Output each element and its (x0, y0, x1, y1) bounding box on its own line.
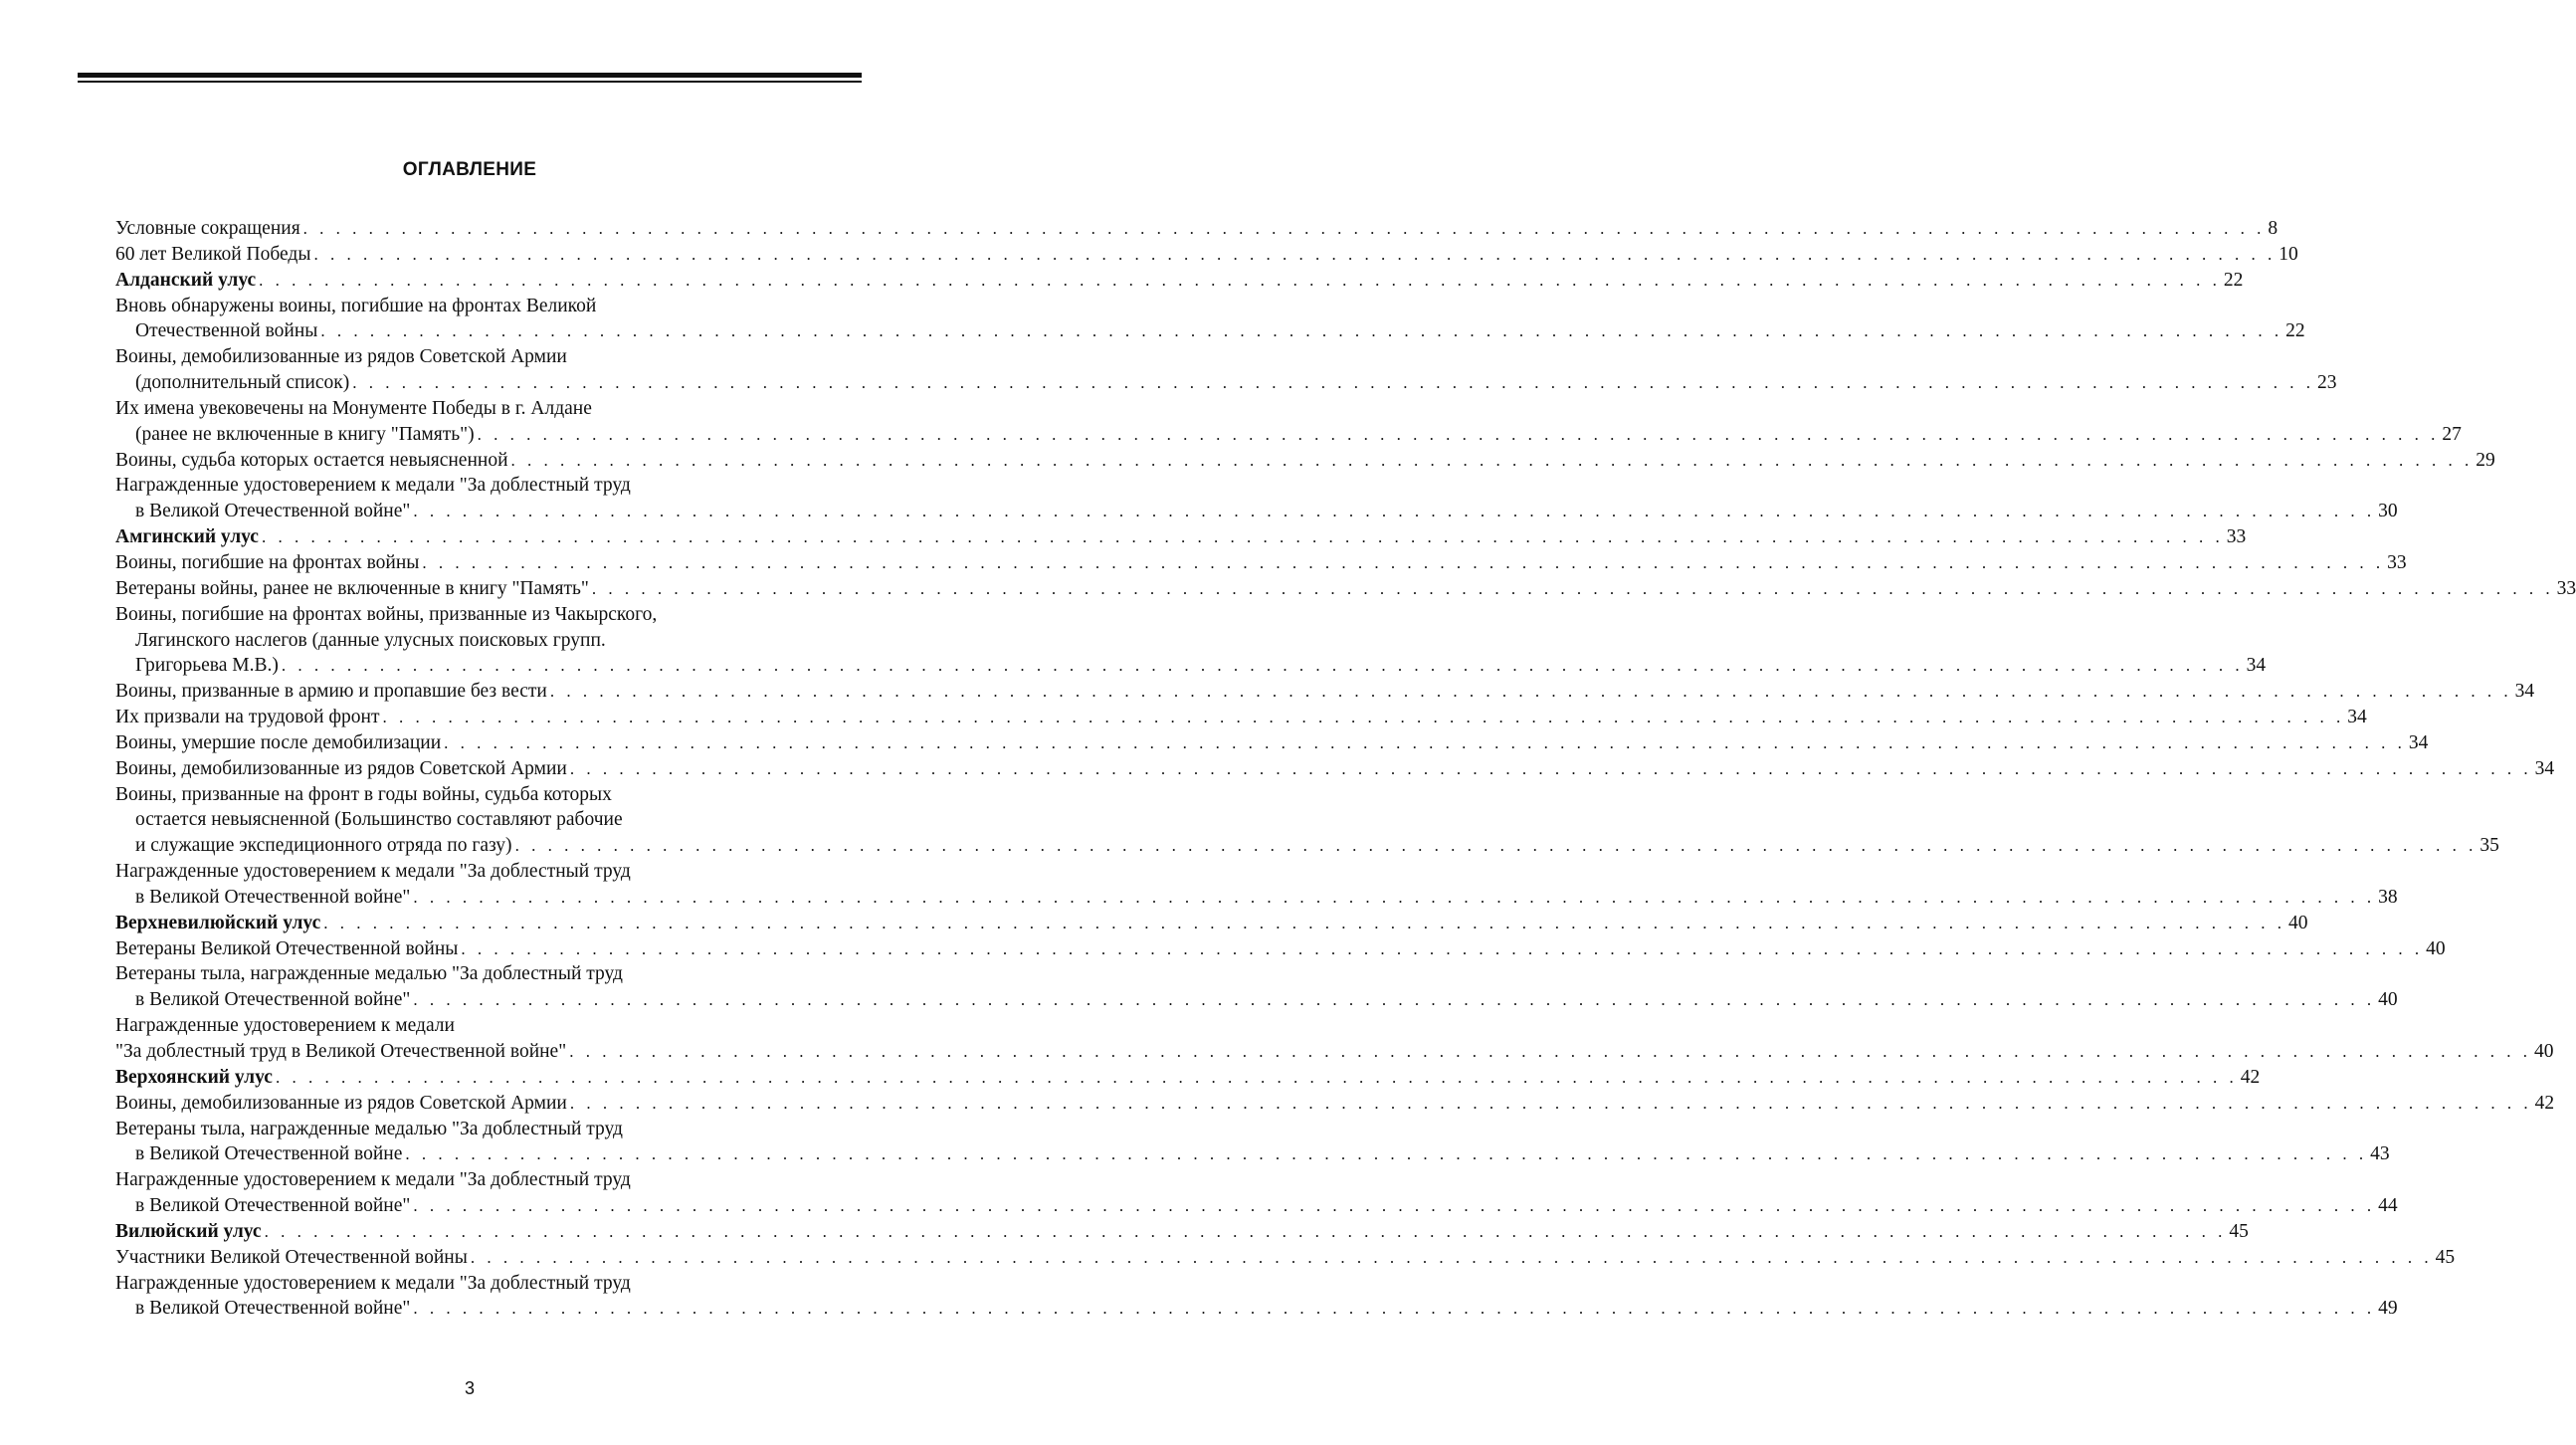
toc-entry-line (115, 524, 2247, 550)
toc-entry-text: Воины, демобилизованные из рядов Советской Армии (115, 757, 567, 779)
toc-entry-line (115, 602, 816, 628)
toc-page-number: 44 (2378, 1195, 2398, 1217)
toc-page-number: 34 (2347, 707, 2367, 728)
dot-leader: . . . . . . . . . . . . . . . . . . . . . . . . . . . . . . . . . . . . . . . . . . . . . . . . . . . . . . . . . . . . . . . . . . . . . . . . . . . . . . . . . . . . . . . . . . . . . . . . . . . . . . . . . . . . . . . . . . . . . . . . (510, 450, 2474, 470)
toc-entry-line (115, 653, 2267, 679)
toc-entry-text: Воины, призванные в армию и пропавшие без вести (115, 681, 547, 703)
toc-entry-line (115, 473, 816, 499)
toc-entry-text: Ветераны тыла, награжденные медалью "За доблестный труд (115, 963, 623, 985)
toc-page-number: 38 (2378, 886, 2398, 908)
toc-entry-line (115, 499, 2398, 524)
toc-entry-text: Воины, погибшие на фронтах войны (115, 551, 420, 573)
toc-entry-line (115, 422, 2462, 448)
dot-leader: . . . . . . . . . . . . . . . . . . . . . . . . . . . . . . . . . . . . . . . . . . . . . . . . . . . . . . . . . . . . . . . . . . . . . . . . . . . . . . . . . . . . . . . . . . . . . . . . . . . . . . . . . . . . . . . . . . . . . . . . (422, 552, 2385, 572)
toc-page-number: 40 (2288, 912, 2308, 933)
dot-leader: . . . . . . . . . . . . . . . . . . . . . . . . . . . . . . . . . . . . . . . . . . . . . . . . . . . . . . . . . . . . . . . . . . . . . . . . . . . . . . . . . . . . . . . . . . . . . . . . . . . . . . . . . . . . . . . . . . . . . . . . (514, 836, 2477, 856)
toc-page-number: 30 (2378, 501, 2398, 522)
toc-entry-line (115, 1117, 816, 1142)
toc-entry-line (115, 833, 2499, 859)
toc-entry-line (115, 1091, 2555, 1117)
toc-page-number: 33 (2226, 526, 2247, 548)
dot-leader: . . . . . . . . . . . . . . . . . . . . . . . . . . . . . . . . . . . . . . . . . . . . . . . . . . . . . . . . . . . . . . . . . . . . . . . . . . . . . . . . . . . . . . . . . . . . . . . . . . . . . . . . . . . . . . . . . . . . . . . . (444, 732, 2406, 752)
toc-entry-line (115, 1219, 2249, 1245)
toc-entry-text: в Великой Отечественной войне" (135, 501, 411, 522)
toc-entry-text: в Великой Отечественной войне" (135, 1298, 411, 1320)
toc-entry-line (115, 370, 2337, 396)
toc-entry-text: Их призвали на трудовой фронт (115, 707, 380, 728)
dot-leader: . . . . . . . . . . . . . . . . . . . . . . . . . . . . . . . . . . . . . . . . . . . . . . . . . . . . . . . . . . . . . . . . . . . . . . . . . . . . . . . . . . . . . . . . . . . . . . . . . . . . . . . . . . . . . . . . . . . . . . . . (413, 887, 2376, 907)
header-rule-thin (78, 81, 862, 83)
toc-entry-text: Воины, умершие после демобилизации (115, 731, 442, 753)
toc-page-number: 29 (2476, 449, 2495, 471)
toc-entry-text: в Великой Отечественной войне (135, 1143, 403, 1165)
toc-page-number: 27 (2442, 423, 2462, 445)
toc-entry-line (115, 961, 816, 987)
dot-leader: . . . . . . . . . . . . . . . . . . . . . . . . . . . . . . . . . . . . . . . . . . . . . . . . . . . . . . . . . . . . . . . . . . . . . . . . . . . . . . . . . . . . . . . . . . . . . . . . . . . . . . . . . . . . . . . . . . . . . . . . (413, 1299, 2376, 1319)
dot-leader: . . . . . . . . . . . . . . . . . . . . . . . . . . . . . . . . . . . . . . . . . . . . . . . . . . . . . . . . . . . . . . . . . . . . . . . . . . . . . . . . . . . . . . . . . . . . . . . . . . . . . . . . . . . . . . . . . . . . . . . . (405, 1144, 2368, 1164)
toc-page-number: 40 (2426, 937, 2446, 959)
toc-page-number: 34 (2408, 731, 2429, 753)
toc-entry-line (115, 1141, 2390, 1167)
dot-leader: . . . . . . . . . . . . . . . . . . . . . . . . . . . . . . . . . . . . . . . . . . . . . . . . . . . . . . . . . . . . . . . . . . . . . . . . . . . . . . . . . . . . . . . . . . . . . . . . . . . . . . . . . . . . . . . . . . . . . . . . (352, 373, 2314, 393)
toc-section-title: Алданский улус (115, 269, 257, 291)
dot-leader: . . . . . . . . . . . . . . . . . . . . . . . . . . . . . . . . . . . . . . . . . . . . . . . . . . . . . . . . . . . . . . . . . . . . . . . . . . . . . . . . . . . . . . . . . . . . . . . . . . . . . . . . . . . . . . . . . . . . . . . . (382, 708, 2345, 727)
toc-entry-line (115, 679, 2535, 705)
toc-entry-line (115, 1193, 2398, 1219)
toc-page-number: 35 (2479, 835, 2499, 857)
toc-entry-text: (дополнительный список) (135, 372, 350, 394)
dot-leader: . . . . . . . . . . . . . . . . . . . . . . . . . . . . . . . . . . . . . . . . . . . . . . . . . . . . . . . . . . . . . . . . . . . . . . . . . . . . . . . . . . . . . . . . . . . . . . . . . . . . . . . . . . . . . . . . . . . . . . . . (549, 682, 2512, 702)
dot-leader: . . . . . . . . . . . . . . . . . . . . . . . . . . . . . . . . . . . . . . . . . . . . . . . . . . . . . . . . . . . . . . . . . . . . . . . . . . . . . . . . . . . . . . . . . . . . . . . . . . . . . . . . . . . . . . . . . . . . . . . . (264, 1221, 2227, 1241)
toc-page-number: 40 (2533, 1041, 2554, 1062)
toc-page-number: 8 (2268, 218, 2279, 239)
toc-entry-text: Участники Великой Отечественной войны (115, 1246, 468, 1268)
dot-leader: . . . . . . . . . . . . . . . . . . . . . . . . . . . . . . . . . . . . . . . . . . . . . . . . . . . . . . . . . . . . . . . . . . . . . . . . . . . . . . . . . . . . . . . . . . . . . . . . . . . . . . . . . . . . . . . . . . . . . . . . (569, 758, 2532, 778)
toc-entry-text: Награжденные удостоверением к медали (115, 1015, 455, 1037)
toc-entry-line (115, 1245, 2456, 1271)
toc-entry-line (115, 216, 2279, 242)
toc-page-number: 42 (2240, 1066, 2261, 1088)
toc-entry-text: 60 лет Великой Победы (115, 243, 311, 265)
toc-entry-line (115, 242, 2298, 268)
toc-entry-line (115, 987, 2398, 1013)
toc-entry-text: Ветераны Великой Отечественной войны (115, 937, 459, 959)
toc-entry-line (115, 859, 816, 885)
toc-entry-text: Вновь обнаружены воины, погибшие на фронтах Великой (115, 295, 597, 316)
dot-leader: . . . . . . . . . . . . . . . . . . . . . . . . . . . . . . . . . . . . . . . . . . . . . . . . . . . . . . . . . . . . . . . . . . . . . . . . . . . . . . . . . . . . . . . . . . . . . . . . . . . . . . . . . . . . . . . . . . . . . . . . (259, 270, 2221, 290)
dot-leader: . . . . . . . . . . . . . . . . . . . . . . . . . . . . . . . . . . . . . . . . . . . . . . . . . . . . . . . . . . . . . . . . . . . . . . . . . . . . . . . . . . . . . . . . . . . . . . . . . . . . . . . . . . . . . . . . . . . . . . . . (313, 244, 2277, 264)
dot-leader: . . . . . . . . . . . . . . . . . . . . . . . . . . . . . . . . . . . . . . . . . . . . . . . . . . . . . . . . . . . . . . . . . . . . . . . . . . . . . . . . . . . . . . . . . . . . . . . . . . . . . . . . . . . . . . . . . . . . . . . . (413, 1196, 2376, 1216)
dot-leader: . . . . . . . . . . . . . . . . . . . . . . . . . . . . . . . . . . . . . . . . . . . . . . . . . . . . . . . . . . . . . . . . . . . . . . . . . . . . . . . . . . . . . . . . . . . . . . . . . . . . . . . . . . . . . . . . . . . . . . . . (461, 938, 2424, 958)
toc-page-number: 23 (2317, 372, 2337, 394)
dot-leader: . . . . . . . . . . . . . . . . . . . . . . . . . . . . . . . . . . . . . . . . . . . . . . . . . . . . . . . . . . . . . . . . . . . . . . . . . . . . . . . . . . . . . . . . . . . . . . . . . . . . . . . . . . . . . . . . . . . . . . . . (323, 913, 2285, 932)
toc-entry-text: Воины, погибшие на фронтах войны, призванные из Чакырского, (115, 603, 658, 625)
toc-page-number: 10 (2279, 243, 2298, 265)
toc-entry-line (115, 756, 2555, 782)
page-title: ОГЛАВЛЕНИЕ (402, 159, 537, 180)
toc-entry-line (115, 807, 816, 833)
toc-page-number: 34 (2514, 681, 2535, 703)
dot-leader: . . . . . . . . . . . . . . . . . . . . . . . . . . . . . . . . . . . . . . . . . . . . . . . . . . . . . . . . . . . . . . . . . . . . . . . . . . . . . . . . . . . . . . . . . . . . . . . . . . . . . . . . . . . . . . . . . . . . . . . . (413, 502, 2376, 521)
toc-entry-text: Их имена увековечены на Монументе Победы в г. Алдане (115, 397, 592, 419)
dot-leader: . . . . . . . . . . . . . . . . . . . . . . . . . . . . . . . . . . . . . . . . . . . . . . . . . . . . . . . . . . . . . . . . . . . . . . . . . . . . . . . . . . . . . . . . . . . . . . . . . . . . . . . . . . . . . . . . . . . . . . . . (591, 578, 2554, 598)
toc-entry-line (115, 1296, 2398, 1322)
toc-entry-text: Воины, призванные на фронт в годы войны, судьба которых (115, 783, 612, 805)
toc-entry-text: и служащие экспедиционного отряда по газу) (135, 835, 512, 857)
toc-page-number: 45 (2435, 1246, 2456, 1268)
toc-entry-text: Воины, демобилизованные из рядов Советской Армии (115, 346, 567, 368)
toc-section-title: Верхоянский улус (115, 1066, 273, 1088)
toc-entry-text: Ветераны войны, ранее не включенные в книгу "Память" (115, 577, 589, 599)
dot-leader: . . . . . . . . . . . . . . . . . . . . . . . . . . . . . . . . . . . . . . . . . . . . . . . . . . . . . . . . . . . . . . . . . . . . . . . . . . . . . . . . . . . . . . . . . . . . . . . . . . . . . . . . . . . . . . . . . . . . . . . . (302, 219, 2266, 238)
toc-page-number: 40 (2378, 989, 2398, 1011)
toc-entry-text: Воины, демобилизованные из рядов Советской Армии (115, 1092, 567, 1114)
toc-entry-line (115, 628, 816, 654)
toc-entry-line (115, 1039, 2554, 1065)
toc-entry-text: Условные сокращения (115, 218, 300, 239)
toc-section-title: Амгинский улус (115, 526, 259, 548)
toc-entry-line (115, 294, 816, 319)
toc-entry-text: Награжденные удостоверением к медали "За доблестный труд (115, 1169, 631, 1191)
dot-leader: . . . . . . . . . . . . . . . . . . . . . . . . . . . . . . . . . . . . . . . . . . . . . . . . . . . . . . . . . . . . . . . . . . . . . . . . . . . . . . . . . . . . . . . . . . . . . . . . . . . . . . . . . . . . . . . . . . . . . . . . (569, 1042, 2531, 1061)
toc-entry-text: Награжденные удостоверением к медали "За доблестный труд (115, 1272, 631, 1294)
toc-page-number: 34 (2534, 757, 2555, 779)
header-rule-thick (78, 73, 862, 78)
toc-entry-text: (ранее не включенные в книгу "Память") (135, 423, 475, 445)
toc-entry-text: Лягинского наслегов (данные улусных поисковых групп. (135, 629, 606, 651)
toc-entry-line (115, 705, 2367, 730)
toc-entry-line (115, 782, 816, 808)
dot-leader: . . . . . . . . . . . . . . . . . . . . . . . . . . . . . . . . . . . . . . . . . . . . . . . . . . . . . . . . . . . . . . . . . . . . . . . . . . . . . . . . . . . . . . . . . . . . . . . . . . . . . . . . . . . . . . . . . . . . . . . . (281, 656, 2244, 676)
dot-leader: . . . . . . . . . . . . . . . . . . . . . . . . . . . . . . . . . . . . . . . . . . . . . . . . . . . . . . . . . . . . . . . . . . . . . . . . . . . . . . . . . . . . . . . . . . . . . . . . . . . . . . . . . . . . . . . . . . . . . . . . (320, 321, 2283, 341)
toc-entry-line (115, 1167, 816, 1193)
toc-entry-text: "За доблестный труд в Великой Отечественной войне" (115, 1041, 567, 1062)
toc-entry-line (115, 344, 816, 370)
toc-entry-text: в Великой Отечественной войне" (135, 886, 411, 908)
toc-entry-text: Воины, судьба которых остается невыясненной (115, 449, 508, 471)
toc-entry-text: Награжденные удостоверением к медали "За доблестный труд (115, 861, 631, 883)
toc-page-number: 22 (2223, 269, 2244, 291)
toc-entry-line (115, 730, 2429, 756)
dot-leader: . . . . . . . . . . . . . . . . . . . . . . . . . . . . . . . . . . . . . . . . . . . . . . . . . . . . . . . . . . . . . . . . . . . . . . . . . . . . . . . . . . . . . . . . . . . . . . . . . . . . . . . . . . . . . . . . . . . . . . . . (413, 990, 2376, 1010)
dot-leader: . . . . . . . . . . . . . . . . . . . . . . . . . . . . . . . . . . . . . . . . . . . . . . . . . . . . . . . . . . . . . . . . . . . . . . . . . . . . . . . . . . . . . . . . . . . . . . . . . . . . . . . . . . . . . . . . . . . . . . . . (477, 424, 2440, 444)
dot-leader: . . . . . . . . . . . . . . . . . . . . . . . . . . . . . . . . . . . . . . . . . . . . . . . . . . . . . . . . . . . . . . . . . . . . . . . . . . . . . . . . . . . . . . . . . . . . . . . . . . . . . . . . . . . . . . . . . . . . . . . . (261, 527, 2224, 547)
toc-page-number: 33 (2556, 577, 2576, 599)
page-number: 3 (464, 1378, 475, 1398)
dot-leader: . . . . . . . . . . . . . . . . . . . . . . . . . . . . . . . . . . . . . . . . . . . . . . . . . . . . . . . . . . . . . . . . . . . . . . . . . . . . . . . . . . . . . . . . . . . . . . . . . . . . . . . . . . . . . . . . . . . . . . . . (470, 1247, 2433, 1267)
toc-entry-text: Григорьева М.В.) (135, 655, 279, 677)
toc-page-number: 45 (2229, 1220, 2249, 1242)
toc-entry-line (115, 911, 2308, 936)
toc-entry-line (115, 448, 2495, 474)
toc-page-number: 33 (2387, 551, 2407, 573)
toc-entry-text: Отечественной войны (135, 320, 318, 342)
toc-entry-line (115, 936, 2446, 962)
toc-entry-line (115, 885, 2398, 911)
toc-entry-line (115, 1013, 816, 1039)
toc-entry-line (115, 550, 2407, 576)
toc-entry-line (115, 268, 2244, 294)
toc-page-number: 34 (2246, 655, 2267, 677)
toc-entry-text: Награжденные удостоверением к медали "За доблестный труд (115, 475, 631, 497)
toc-page-number: 43 (2370, 1143, 2390, 1165)
toc-entry-text: в Великой Отечественной войне" (135, 989, 411, 1011)
toc-page-number: 49 (2378, 1298, 2398, 1320)
toc-entry-text: остается невыясненной (Большинство составляют рабочие (135, 809, 623, 831)
toc-page-number: 42 (2534, 1092, 2555, 1114)
toc-entry-line (115, 576, 2576, 602)
toc-entry-line (115, 1271, 816, 1297)
toc-entry-line (115, 396, 816, 422)
toc-entry-line (115, 1065, 2261, 1091)
toc-section-title: Вилюйский улус (115, 1220, 262, 1242)
table-of-contents (115, 216, 2576, 1322)
toc-entry-line (115, 318, 2305, 344)
toc-entry-text: в Великой Отечественной войне" (135, 1195, 411, 1217)
dot-leader: . . . . . . . . . . . . . . . . . . . . . . . . . . . . . . . . . . . . . . . . . . . . . . . . . . . . . . . . . . . . . . . . . . . . . . . . . . . . . . . . . . . . . . . . . . . . . . . . . . . . . . . . . . . . . . . . . . . . . . . . (569, 1093, 2532, 1113)
toc-page-number: 22 (2285, 320, 2305, 342)
dot-leader: . . . . . . . . . . . . . . . . . . . . . . . . . . . . . . . . . . . . . . . . . . . . . . . . . . . . . . . . . . . . . . . . . . . . . . . . . . . . . . . . . . . . . . . . . . . . . . . . . . . . . . . . . . . . . . . . . . . . . . . . (275, 1067, 2238, 1087)
toc-entry-text: Ветераны тыла, награжденные медалью "За доблестный труд (115, 1118, 623, 1139)
toc-section-title: Верхневилюйский улус (115, 912, 321, 933)
